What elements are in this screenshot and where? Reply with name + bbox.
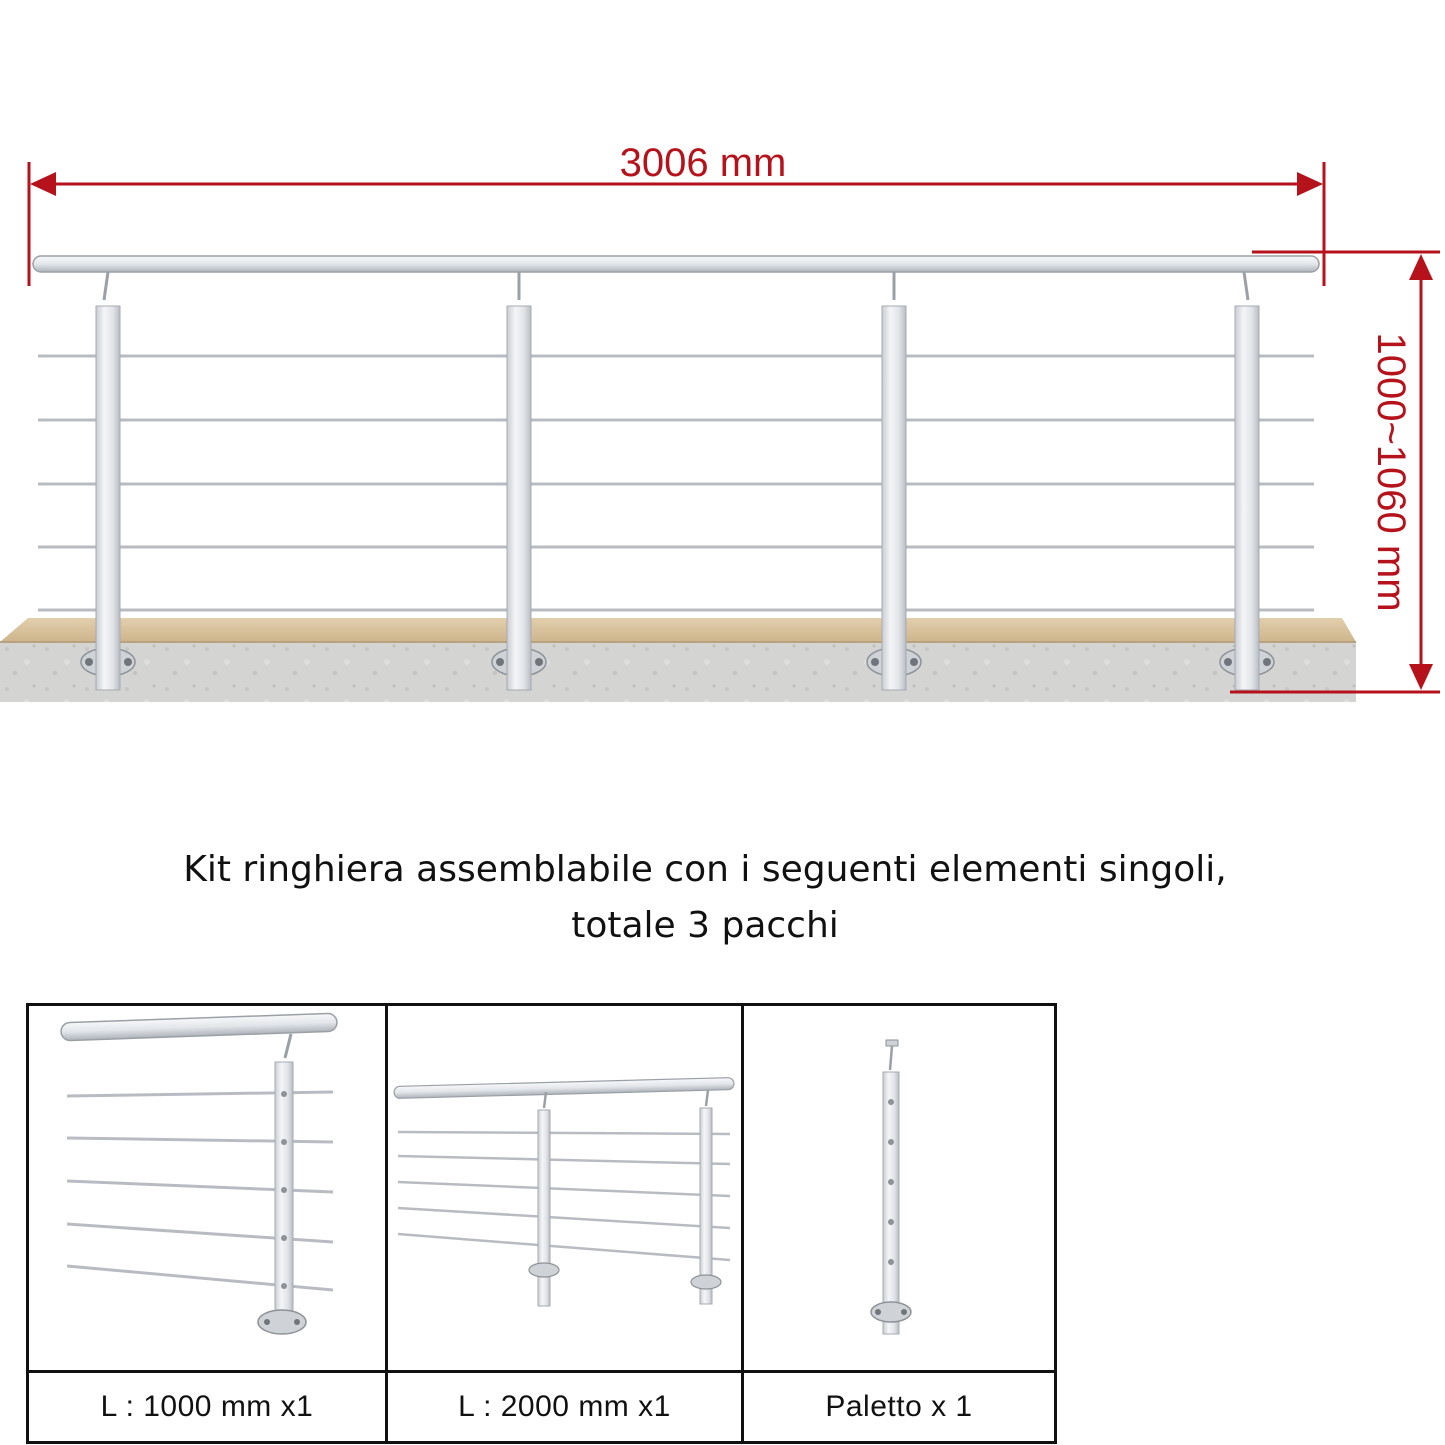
arrow-right-icon: [1297, 172, 1323, 196]
handrail: [33, 256, 1319, 272]
part-cell-2000: [385, 1006, 741, 1441]
parts-table: [26, 1003, 1057, 1444]
kit-caption: [0, 842, 1410, 954]
caption-line-1: Kit ringhiera assemblabile con i seguenti elementi singoli,: [183, 849, 1227, 890]
part-label-1000: L : 1000 mm x1: [29, 1370, 385, 1441]
floor: [0, 618, 1356, 702]
part-1000-illustration: [29, 1006, 382, 1372]
arrow-down-icon: [1409, 664, 1433, 690]
arrow-left-icon: [30, 172, 56, 196]
part-label-post: Paletto x 1: [744, 1370, 1054, 1441]
part-2000-illustration: [388, 1006, 741, 1372]
post-illustration: [744, 1006, 1054, 1372]
part-label-2000: L : 2000 mm x1: [388, 1370, 741, 1441]
height-label: 1000~1060 mm: [1369, 332, 1413, 612]
horizontal-bars: [38, 356, 1314, 610]
width-label: 3006 mm: [619, 141, 787, 185]
part-cell-post: [741, 1006, 1054, 1441]
caption-line-2: totale 3 pacchi: [571, 905, 839, 946]
arrow-up-icon: [1409, 254, 1433, 280]
wood-deck: [0, 618, 1356, 642]
part-cell-1000: [29, 1006, 385, 1441]
concrete-slab: [0, 642, 1356, 702]
